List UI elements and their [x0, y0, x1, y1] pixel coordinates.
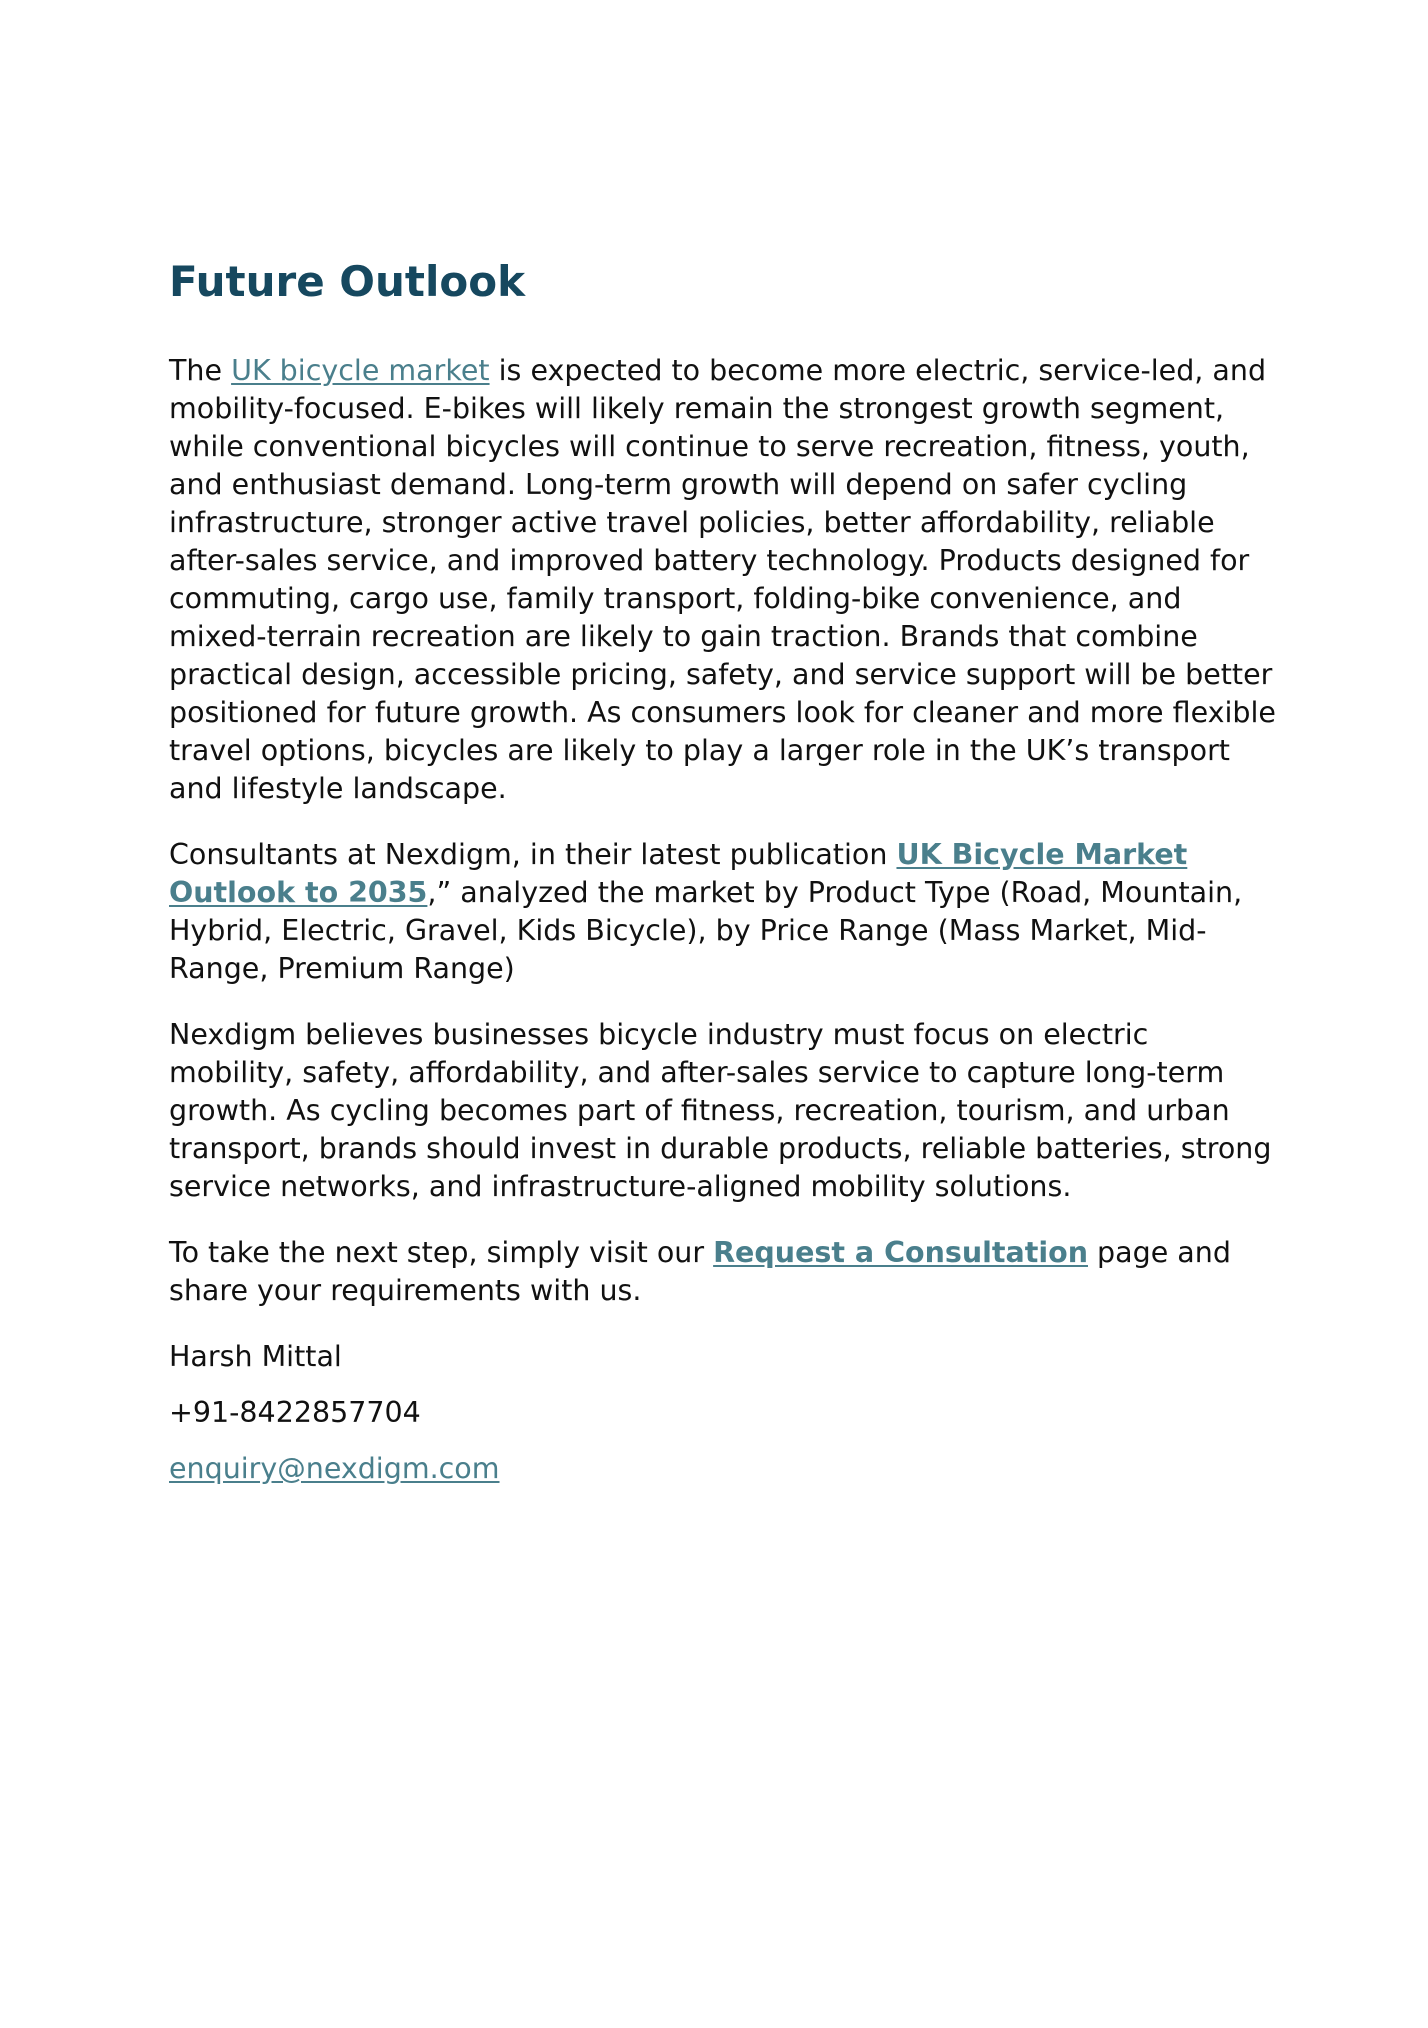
contact-name: Harsh Mittal [169, 1340, 342, 1373]
outlook-text-start: The [169, 354, 232, 387]
recommendation-paragraph: Nexdigm believes businesses bicycle industry must focus on electric mobility, safety, affordability, and after-sales service to capture long-term growth. As cycling becomes part of fitness, recreation, tourism, and urban transport, brands should invest in durable products, reliable batteries, strong service networks, and infrastructure-aligned mobility solutions. [169, 1018, 1272, 1203]
document-page [169, 252, 1279, 1506]
contact-email-link[interactable]: enquiry@nexdigm.com [169, 1452, 500, 1485]
cta-text-rest: page and share your requirements with us. [169, 1236, 1231, 1307]
publication-text-rest: ,” analyzed the market by Product Type (Road, Mountain, Hybrid, Electric, Gravel, Kids Bicycle), by Price Range (Mass Market, Mid-Range, Premium Range) [169, 876, 1243, 985]
report-link[interactable]: UK Bicycle Market Outlook to 2035 [169, 838, 1188, 909]
publication-text-start: Consultants at Nexdigm, in their latest publication [169, 838, 897, 871]
outlook-text-rest: is expected to become more electric, service-led, and mobility-focused. E-bikes will likely remain the strongest growth segment, while conventional bicycles will continue to serve recreation, fitness, youth, and enthusiast demand. Long-term growth will depend on safer cycling infrastructure, stronger active travel policies, better affordability, reliable after-sales service, and improved battery technology. Products designed for commuting, cargo use, family transport, folding-bike convenience, and mixed-terrain recreation are likely to gain traction. Brands that combine practical design, accessible pricing, safety, and service support will be better positioned for future growth. As consumers look for cleaner and more flexible travel options, bicycles are likely to play a larger role in the UK’s transport and lifestyle landscape. [169, 354, 1276, 805]
page-title: Future Outlook [169, 257, 526, 306]
contact-phone: +91-8422857704 [169, 1396, 421, 1429]
publication-paragraph [169, 836, 1279, 988]
uk-bicycle-market-link[interactable]: UK bicycle market [231, 354, 490, 387]
request-consultation-link[interactable]: Request a Consultation [713, 1236, 1088, 1269]
contact-email-line [169, 1450, 1279, 1488]
outlook-paragraph [169, 352, 1279, 808]
cta-paragraph [169, 1234, 1279, 1310]
cta-text-start: To take the next step, simply visit our [169, 1236, 714, 1269]
